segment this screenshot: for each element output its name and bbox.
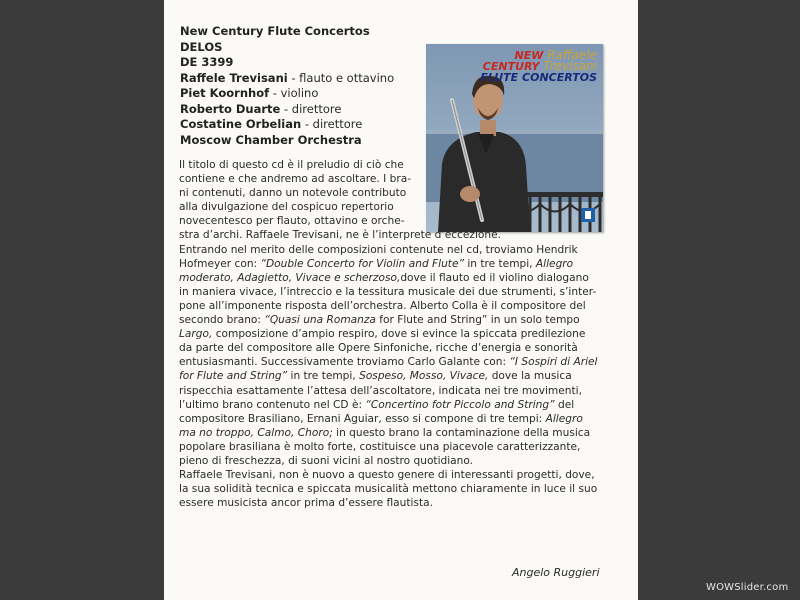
work-title: “Double Concerto for Violin and Flute” [260, 257, 464, 270]
credit-role: - direttore [280, 101, 342, 116]
text-line: novecentesco per flauto, ottavino e orche- [179, 215, 405, 228]
album-title: New Century Flute Concertos [180, 24, 370, 38]
credit-name: Raffele Trevisani [180, 70, 288, 85]
tempo-marking: ma no troppo, Calmo, Choro; [179, 426, 333, 439]
credit-name: Piet Koornhof [180, 86, 270, 100]
text-line [179, 355, 605, 369]
magazine-page [164, 0, 638, 600]
right-backdrop [638, 0, 800, 600]
credit-line [180, 86, 430, 102]
text-run: secondo brano: [179, 314, 265, 327]
cover-word-new: NEW [514, 49, 544, 62]
text-run: del [554, 398, 575, 411]
cover-subtitle: FLUTE CONCERTOS [480, 71, 597, 84]
text-line: la sua solidità tecnica e spiccata musicalità mettono chiaramente in luce il suo [179, 483, 598, 496]
text-run: composizione d’ampio respiro, dove si evince la spiccata predilezione [212, 328, 586, 341]
text-line: in maniera vivace, l’intreccio e la tessitura musicale dei due strumenti, s’inter- [179, 285, 597, 298]
credit-line [180, 102, 430, 118]
tempo-marking: Sospeso, Mosso, Vivace, [359, 370, 489, 383]
credit-name: Roberto Duarte [180, 101, 281, 116]
credit-role: - flauto e ottavino [287, 70, 395, 85]
credit-line [180, 71, 430, 87]
work-title: “I Sospiri di Ariel [509, 356, 598, 369]
text-line: pone all’imponente risposta dell’orchestra. Alberto Colla è il compositore del [179, 299, 586, 312]
text-run: entusiasmanti. Successivamente troviamo Carlo Galante con: [179, 356, 510, 369]
text-line: stra d’archi. Raffaele Trevisani, ne è l’interprete d’eccezione. [179, 229, 501, 242]
text-run: for Flute and String” in un solo tempo [375, 314, 580, 327]
text-line: contiene e che andremo ad ascoltare. I bra- [179, 173, 412, 186]
text-line [179, 327, 605, 341]
text-line: ni contenuti, danno un notevole contributo [179, 187, 407, 200]
text-run: in tre tempi, [287, 370, 360, 383]
text-line [179, 257, 605, 271]
cover-last-name: Trevisani [543, 59, 597, 73]
text-run: dove la musica [488, 370, 572, 383]
text-run: l’ultimo brano contenuto nel CD è: [179, 398, 366, 411]
work-title: “Quasi una Romanza [264, 314, 376, 327]
credit-name: Costatine Orbelian [180, 117, 302, 131]
tempo-marking: Allegro [545, 412, 583, 425]
tempo-marking: moderato, Adagietto, Vivace e scherzoso, [179, 271, 401, 284]
text-line: Raffaele Trevisani, non è nuovo a questo genere di interessanti progetti, dove, [179, 469, 595, 482]
text-line: popolare brasiliana è molto forte, costituisce una piacevole caratterizzante, [179, 440, 581, 453]
text-run: dove il flauto ed il violino dialogano [400, 271, 589, 284]
text-line: rispecchia esattamente l’attesa dell’ascoltatore, indicata nei tre movimenti, [179, 384, 582, 397]
cover-word-century: CENTURY [482, 60, 540, 73]
work-title: for Flute and String” [179, 370, 288, 383]
text-line [179, 412, 605, 426]
author-signature: Angelo Ruggieri [512, 566, 600, 579]
credit-line [180, 117, 430, 133]
text-line: Entrando nel merito delle composizioni contenute nel cd, troviamo Hendrik [179, 243, 578, 256]
tempo-marking: Allegro [535, 257, 574, 270]
cover-first-name: Raffaele [547, 48, 597, 62]
text-line: Il titolo di questo cd è il preludio di ciò che [179, 159, 404, 171]
text-line [179, 313, 605, 327]
text-line [179, 426, 605, 440]
work-title: “Concertino fotr Piccolo and String” [365, 398, 555, 411]
catalog-number: DE 3399 [180, 55, 234, 69]
text-line [179, 398, 605, 412]
credit-name: Moscow Chamber Orchestra [180, 132, 362, 147]
text-line: alla divulgazione del cospicuo repertorio [179, 201, 394, 214]
left-backdrop [0, 0, 164, 600]
text-line: essere musicista ancor prima d’essere flautista. [179, 497, 433, 510]
credit-line [180, 133, 430, 149]
tempo-marking: Largo, [179, 328, 213, 341]
text-run: in tre tempi, [463, 257, 536, 270]
watermark: WOWSlider.com [706, 582, 789, 593]
record-label: DELOS [180, 39, 223, 54]
text-line: da parte del compositore alle Opere Sinfoniche, ricche d’energia e sonorità [179, 342, 578, 355]
text-run: compositore Brasiliano, Ernani Aguiar, esso si compone di tre tempi: [179, 412, 546, 425]
credit-role: - violino [269, 86, 319, 100]
review-text [179, 158, 605, 510]
text-line [179, 271, 605, 285]
text-line: pieno di freschezza, di suoni vicini al nostro quotidiano. [179, 454, 474, 467]
text-line [179, 369, 605, 383]
cover-title [426, 50, 603, 83]
credit-role: - direttore [301, 117, 363, 131]
text-run: in questo brano la contaminazione della musica [332, 426, 591, 439]
album-header [180, 24, 430, 148]
text-run: Hofmeyer con: [179, 257, 261, 270]
